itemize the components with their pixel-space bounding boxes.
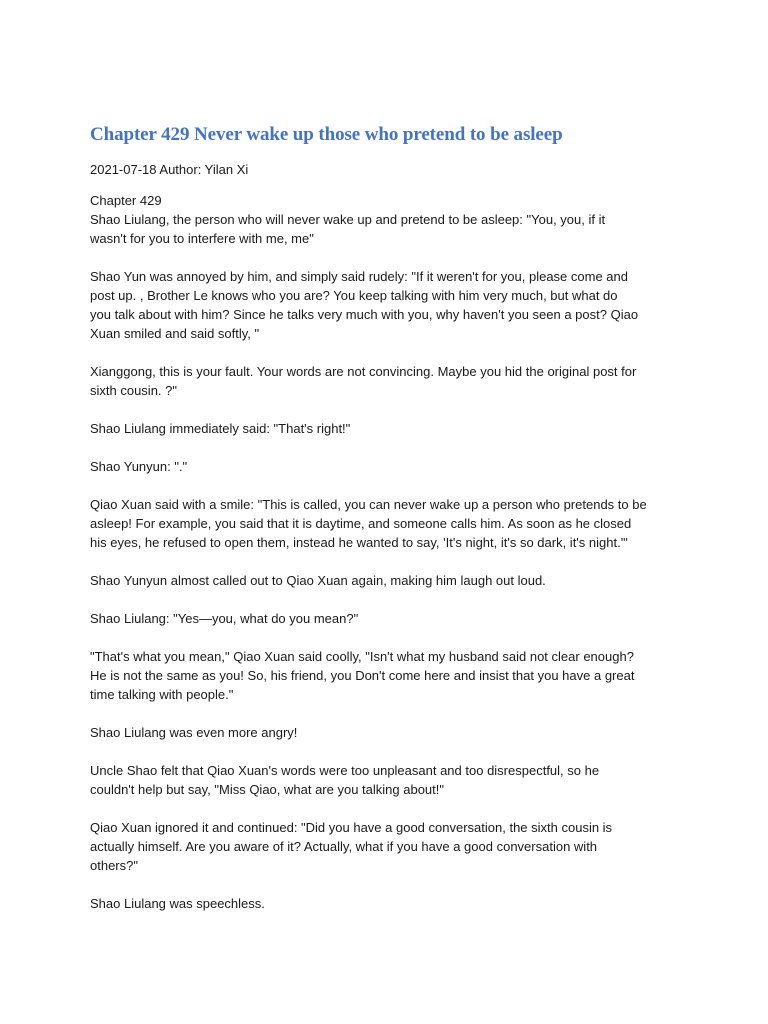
paragraph: Shao Liulang immediately said: "That's right!" xyxy=(90,421,351,436)
paragraph: Chapter 429 Shao Liulang, the person who will never wake up and pretend to be asleep: "You, you, if it wasn't for you to interfere with me, me" xyxy=(90,193,606,246)
paragraph: Shao Yunyun almost called out to Qiao Xuan again, making him laugh out loud. xyxy=(90,573,546,588)
document-page xyxy=(90,120,690,913)
paragraph: Shao Yun was annoyed by him, and simply said rudely: "If it weren't for you, please come and post up. , Brother Le knows who you are? You keep talking with him very much, but what do you talk about with him? Since he talks very much with you, why haven't you seen a post? Qiao Xuan smiled and said softly, " xyxy=(90,269,639,341)
paragraph: Shao Liulang was even more angry! xyxy=(90,725,298,740)
paragraph: Uncle Shao felt that Qiao Xuan's words were too unpleasant and too disrespectful, so he couldn't help but say, "Miss Qiao, what are you talking about!" xyxy=(90,763,600,797)
paragraph: Xianggong, this is your fault. Your words are not convincing. Maybe you hid the original post for sixth cousin. ?" xyxy=(90,364,637,398)
paragraph: Qiao Xuan ignored it and continued: "Did you have a good conversation, the sixth cousin is actually himself. Are you aware of it? Actually, what if you have a good conversation with others?" xyxy=(90,820,613,873)
paragraph: Shao Liulang: "Yes—you, what do you mean?" xyxy=(90,611,359,626)
chapter-title: Chapter 429 Never wake up those who pretend to be asleep xyxy=(90,124,563,145)
paragraph: Shao Liulang was speechless. xyxy=(90,896,265,911)
paragraph: Qiao Xuan said with a smile: "This is called, you can never wake up a person who pretends to be asleep! For example, you said that it is daytime, and someone calls him. As soon as he closed his eyes, he refused to open them, instead he wanted to say, 'It's night, it's so dark, it's night.'" xyxy=(90,497,647,550)
date-author-line: 2021-07-18 Author: Yilan Xi xyxy=(90,162,249,177)
paragraph: "That's what you mean," Qiao Xuan said coolly, "Isn't what my husband said not clear enough? He is not the same as you! So, his friend, you Don't come here and insist that you have a great time talking with people." xyxy=(90,649,635,702)
paragraph: Shao Yunyun: "." xyxy=(90,459,188,474)
